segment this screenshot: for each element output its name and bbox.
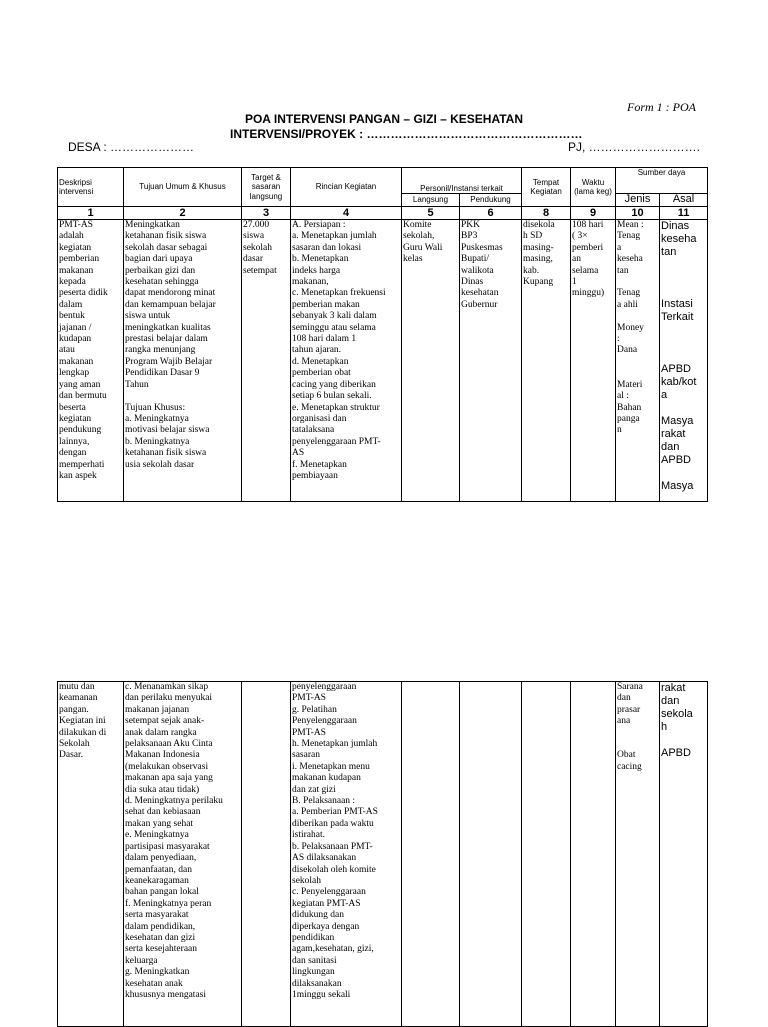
text-line: sekolah bbox=[292, 875, 322, 886]
text-line: a ahli bbox=[617, 299, 638, 310]
text-line: Mean : bbox=[617, 220, 644, 230]
text-line bbox=[125, 391, 240, 402]
text-line: keseha bbox=[617, 254, 643, 265]
text-line: Tujuan Khusus: bbox=[125, 402, 186, 413]
text-line: keseha bbox=[661, 233, 697, 245]
text-line: Meningkatkan bbox=[125, 220, 180, 230]
text-line: keluarga bbox=[125, 955, 158, 966]
text-line: ketahanan fisik siswa bbox=[125, 231, 207, 242]
text-line: meningkatkan kualitas bbox=[125, 322, 211, 333]
header-asal: Asal bbox=[660, 194, 708, 207]
text-line: pendidikan bbox=[292, 932, 335, 943]
text-line: pemberian obat bbox=[292, 368, 351, 379]
text-line: peserta didik bbox=[59, 288, 108, 299]
text-line: setempat sejak anak- bbox=[125, 716, 205, 727]
text-line: Obat bbox=[617, 750, 636, 761]
text-line: yang aman bbox=[59, 379, 101, 390]
text-line: b. Menetapkan bbox=[292, 254, 349, 265]
text-line: rakat bbox=[661, 428, 686, 440]
text-line: serta kesejahteraan bbox=[125, 944, 197, 955]
text-line: indeks harga bbox=[292, 265, 341, 276]
text-line: dalam penyediaan, bbox=[125, 853, 197, 864]
text-line: d. Menetapkan bbox=[292, 356, 349, 367]
text-line: PMT-AS bbox=[292, 727, 326, 738]
text-line: al : bbox=[617, 391, 629, 402]
text-line bbox=[661, 259, 706, 272]
col-number-5: 5 bbox=[402, 207, 460, 220]
text-line: a. Menetapkan jumlah bbox=[292, 231, 377, 242]
text-line: Instasi bbox=[661, 298, 693, 310]
text-line: pendukung bbox=[59, 425, 102, 436]
cell-tempat-cont bbox=[522, 682, 571, 1027]
text-line: cacing yang diberikan bbox=[292, 379, 376, 390]
text-line: atau bbox=[59, 345, 75, 356]
text-line: tan bbox=[617, 265, 629, 276]
desa-field: DESA : ………………… bbox=[68, 140, 195, 154]
text-line: tatalaksana bbox=[292, 425, 335, 436]
text-line: kesehatan anak bbox=[125, 978, 183, 989]
text-line: tan bbox=[661, 246, 677, 258]
header-deskripsi: Deskripsi intervensi bbox=[58, 168, 124, 207]
text-line: masing- bbox=[523, 242, 554, 253]
text-line: 27.000 bbox=[243, 220, 270, 230]
col-number-10: 10 bbox=[616, 207, 660, 220]
text-line: Materi bbox=[617, 379, 643, 390]
text-line: disekola bbox=[523, 220, 555, 230]
text-line: Tenag bbox=[617, 288, 641, 299]
text-line: d. Meningkatnya perilaku bbox=[125, 796, 223, 807]
text-line: kegiatan PMT-AS bbox=[292, 898, 361, 909]
text-line: dalam pendidikan, bbox=[125, 921, 196, 932]
text-line: a. Meningkatnya bbox=[125, 413, 189, 424]
text-line: rakat bbox=[661, 682, 686, 694]
text-line: ( 3× bbox=[572, 231, 588, 242]
text-line: e. Meningkatnya bbox=[125, 830, 189, 841]
text-line: dan bermutu bbox=[59, 391, 107, 402]
text-line: rangka menunjang bbox=[125, 345, 196, 356]
text-line: 1minggu sekali bbox=[292, 989, 351, 1000]
text-line: makanan apa saja yang bbox=[125, 773, 213, 784]
cell-deskripsi bbox=[58, 220, 124, 502]
text-line: organisasi dan bbox=[292, 413, 347, 424]
text-line: Dasar. bbox=[59, 750, 84, 761]
text-line: kan aspek bbox=[59, 470, 97, 481]
text-line: dilakukan di bbox=[59, 727, 107, 738]
poa-table-page1 bbox=[57, 167, 708, 502]
text-line: sekolah bbox=[243, 242, 273, 253]
text-line bbox=[617, 277, 658, 288]
text-line: Makanan Indonesia bbox=[125, 750, 200, 761]
text-line: Bahan bbox=[617, 402, 642, 413]
text-line: adalah bbox=[59, 231, 84, 242]
text-line: dilaksanakan bbox=[292, 978, 342, 989]
text-line: dan perilaku menyukai bbox=[125, 693, 213, 704]
text-line: diperkaya dengan bbox=[292, 921, 360, 932]
cell-tempat bbox=[522, 220, 571, 502]
text-line: Dinas bbox=[461, 277, 484, 288]
text-line bbox=[661, 285, 706, 298]
text-line bbox=[617, 728, 658, 739]
text-line: makanan jajanan bbox=[125, 704, 190, 715]
text-line: lengkap bbox=[59, 368, 90, 379]
text-line: pemberi bbox=[572, 242, 604, 253]
cell-jenis-cont bbox=[616, 682, 660, 1027]
text-line: Tenag bbox=[617, 231, 641, 242]
text-line: g. Pelatihan bbox=[292, 704, 337, 715]
text-line: kudapan bbox=[59, 334, 92, 345]
text-line: siswa untuk bbox=[125, 311, 171, 322]
header-tujuan: Tujuan Umum & Khusus bbox=[124, 168, 242, 207]
text-line bbox=[617, 739, 658, 750]
cell-deskripsi-cont bbox=[58, 682, 124, 1027]
text-line: PMT-AS bbox=[292, 693, 326, 704]
text-line: lingkungan bbox=[292, 967, 335, 978]
text-line: PKK bbox=[461, 220, 481, 230]
text-line: mutu dan bbox=[59, 682, 95, 692]
header-target: Target & sasaran langsung bbox=[242, 168, 291, 207]
text-line: kesehatan sehingga bbox=[125, 277, 199, 288]
cell-target-cont bbox=[242, 682, 291, 1027]
text-line: ana bbox=[617, 716, 631, 727]
text-line: dan zat gizi bbox=[292, 784, 336, 795]
text-line: beserta bbox=[59, 402, 86, 413]
text-line: c. Penyelenggaraan bbox=[292, 887, 366, 898]
col-number-6: 6 bbox=[460, 207, 522, 220]
text-line: setiap 6 bulan sekali. bbox=[292, 391, 372, 402]
text-line: kelas bbox=[403, 254, 423, 265]
text-line: b. Meningkatnya bbox=[125, 436, 190, 447]
text-line: dan bbox=[661, 441, 680, 453]
text-line: prestasi belajar dalam bbox=[125, 334, 208, 345]
text-line: pemberian bbox=[59, 254, 100, 265]
col-number-2: 2 bbox=[124, 207, 242, 220]
text-line: penyelenggaraan PMT- bbox=[292, 436, 381, 447]
cell-target bbox=[242, 220, 291, 502]
text-line: n bbox=[617, 425, 622, 436]
text-line: b. Pelaksanaan PMT- bbox=[292, 841, 373, 852]
text-line: prasar bbox=[617, 704, 641, 715]
text-line: APBD bbox=[661, 363, 691, 375]
cell-tujuan-cont bbox=[124, 682, 242, 1027]
text-line: kesehatan dan gizi bbox=[125, 932, 196, 943]
header-langsung: Langsung bbox=[402, 194, 460, 207]
text-line: bagian dari upaya bbox=[125, 254, 193, 265]
text-line: ketahanan fisik siswa bbox=[125, 448, 207, 459]
cell-rincian bbox=[291, 220, 402, 502]
text-line: kesehatan bbox=[461, 288, 499, 299]
text-line bbox=[661, 467, 706, 480]
text-line: perbaikan gizi dan bbox=[125, 265, 196, 276]
cell-rincian-cont bbox=[291, 682, 402, 1027]
text-line: AS bbox=[292, 448, 305, 459]
text-line: Masya bbox=[661, 480, 694, 492]
pj-field: PJ, ………………………. bbox=[568, 140, 701, 154]
text-line: pemberian makan bbox=[292, 299, 360, 310]
text-line: anak dalam rangka bbox=[125, 727, 197, 738]
text-line: motivasi belajar siswa bbox=[125, 425, 210, 436]
text-line: istirahat. bbox=[292, 830, 325, 841]
text-line: Bupati/ bbox=[461, 254, 489, 265]
text-line: 1 bbox=[572, 277, 577, 288]
text-line: serta masyarakat bbox=[125, 910, 189, 921]
text-line: dan sanitasi bbox=[292, 955, 337, 966]
text-line: makanan, bbox=[292, 277, 329, 288]
text-line: a bbox=[617, 242, 622, 253]
col-number-4: 4 bbox=[291, 207, 402, 220]
header-rincian: Rincian Kegiatan bbox=[291, 168, 402, 207]
text-line: a bbox=[661, 389, 668, 401]
text-line bbox=[617, 311, 658, 322]
text-line: partisipasi masyarakat bbox=[125, 841, 210, 852]
text-line: Kegiatan ini bbox=[59, 716, 106, 727]
project-title: INTERVENSI/PROYEK : ……………………………………………… bbox=[230, 127, 583, 141]
text-line: bentuk bbox=[59, 311, 85, 322]
text-line: Sarana bbox=[617, 682, 643, 692]
text-line: pemanfaatan, dan bbox=[125, 864, 192, 875]
header-tempat: Tempat Kegiatan bbox=[522, 168, 571, 207]
text-line: memperhati bbox=[59, 459, 105, 470]
text-line: dan kemampuan belajar bbox=[125, 299, 216, 310]
text-line: Masya bbox=[661, 415, 694, 427]
text-line: dasar bbox=[243, 254, 264, 265]
text-line: a. Pemberian PMT-AS bbox=[292, 807, 378, 818]
cell-waktu bbox=[571, 220, 616, 502]
text-line: 108 hari dalam 1 bbox=[292, 334, 357, 345]
col-number-11: 11 bbox=[660, 207, 708, 220]
text-line bbox=[661, 402, 706, 415]
text-line: setempat bbox=[243, 265, 277, 276]
text-line: sekola bbox=[661, 708, 693, 720]
text-line: pembiayaan bbox=[292, 470, 338, 481]
text-line: 108 hari bbox=[572, 220, 604, 230]
text-line: dan bbox=[617, 693, 631, 704]
text-line: f. Meningkatnya peran bbox=[125, 898, 212, 909]
header-waktu: Waktu (lama keg) bbox=[571, 168, 616, 207]
text-line bbox=[617, 368, 658, 379]
text-line bbox=[617, 357, 658, 368]
text-line: makanan kudapan bbox=[292, 773, 361, 784]
poa-table-page2 bbox=[57, 681, 708, 1027]
text-line: dengan bbox=[59, 448, 87, 459]
text-line: Money bbox=[617, 322, 644, 333]
text-line: dan bbox=[661, 695, 680, 707]
text-line: dalam bbox=[59, 299, 83, 310]
text-line: A. Persiapan : bbox=[292, 220, 346, 230]
text-line: Kupang bbox=[523, 277, 554, 288]
cell-langsung bbox=[402, 220, 460, 502]
cell-pendukung-cont bbox=[460, 682, 522, 1027]
text-line: usia sekolah dasar bbox=[125, 459, 195, 470]
col-number-8: 8 bbox=[522, 207, 571, 220]
text-line: makan yang sehat bbox=[125, 818, 194, 829]
text-line: selama bbox=[572, 265, 599, 276]
cell-tujuan bbox=[124, 220, 242, 502]
text-line: an bbox=[572, 254, 581, 265]
text-line: Dana bbox=[617, 345, 638, 356]
text-line: sekolah dasar sebagai bbox=[125, 242, 208, 253]
text-line: penyelenggaraan bbox=[292, 682, 357, 692]
text-line: masing, bbox=[523, 254, 553, 265]
col-number-3: 3 bbox=[242, 207, 291, 220]
cell-waktu-cont bbox=[571, 682, 616, 1027]
text-line: walikota bbox=[461, 265, 494, 276]
text-line: dia suka atau tidak) bbox=[125, 784, 200, 795]
col-number-9: 9 bbox=[571, 207, 616, 220]
text-line: c. Menanamkan sikap bbox=[125, 682, 209, 692]
cell-jenis bbox=[616, 220, 660, 502]
header-sumber: Sumber daya bbox=[616, 168, 708, 194]
header-pendukung: Pendukung bbox=[460, 194, 522, 207]
text-line: h bbox=[661, 721, 668, 733]
text-line: panga bbox=[617, 413, 640, 424]
text-line: diberikan pada waktu bbox=[292, 818, 374, 829]
text-line: kepada bbox=[59, 277, 86, 288]
text-line: APBD bbox=[661, 747, 691, 759]
text-line: : bbox=[617, 334, 620, 345]
text-line bbox=[661, 337, 706, 350]
text-line: (melakukan observasi bbox=[125, 761, 209, 772]
header-jenis: Jenis bbox=[616, 194, 660, 207]
document-title: POA INTERVENSI PANGAN – GIZI – KESEHATAN bbox=[244, 112, 524, 126]
text-line: AS dilaksanakan bbox=[292, 853, 357, 864]
text-line: Dinas bbox=[661, 220, 690, 232]
text-line: BP3 bbox=[461, 231, 478, 242]
text-line bbox=[661, 734, 706, 747]
text-line: PMT-AS bbox=[59, 220, 93, 230]
text-line: jajanan / bbox=[59, 322, 92, 333]
text-line: sasaran dan lokasi bbox=[292, 242, 362, 253]
text-line: Pendidikan Dasar 9 bbox=[125, 368, 200, 379]
text-line bbox=[661, 324, 706, 337]
text-line: e. Menetapkan struktur bbox=[292, 402, 380, 413]
text-line: didukung dan bbox=[292, 910, 344, 921]
form-label: Form 1 : POA bbox=[627, 100, 696, 114]
text-line: Program Wajib Belajar bbox=[125, 356, 213, 367]
cell-asal bbox=[660, 220, 708, 502]
text-line: sebanyak 3 kali dalam bbox=[292, 311, 377, 322]
text-line: kegiatan bbox=[59, 413, 92, 424]
text-line: seminggu atau selama bbox=[292, 322, 376, 333]
text-line: kegiatan bbox=[59, 242, 92, 253]
text-line: Gubernur bbox=[461, 299, 498, 310]
text-line: APBD bbox=[661, 454, 691, 466]
text-line: minggu) bbox=[572, 288, 605, 299]
text-line: siswa bbox=[243, 231, 265, 242]
text-line: Tahun bbox=[125, 379, 149, 390]
text-line bbox=[661, 350, 706, 363]
text-line: f. Menetapkan bbox=[292, 459, 347, 470]
header-personil: Personil/Instansi terkait bbox=[402, 168, 522, 194]
text-line: i. Menetapkan menu bbox=[292, 761, 370, 772]
text-line: agam,kesehatan, gizi, bbox=[292, 944, 374, 955]
text-line: khususnya mengatasi bbox=[125, 989, 207, 1000]
text-line: tahun ajaran. bbox=[292, 345, 342, 356]
text-line: Komite bbox=[403, 220, 432, 230]
text-line: keanekaragaman bbox=[125, 875, 189, 886]
cell-asal-cont bbox=[660, 682, 708, 1027]
text-line: cacing bbox=[617, 761, 642, 772]
text-line: dapat mendorong minat bbox=[125, 288, 216, 299]
text-line: makanan bbox=[59, 265, 94, 276]
col-number-1: 1 bbox=[58, 207, 124, 220]
text-line: sasaran bbox=[292, 750, 320, 761]
text-line: Terkait bbox=[661, 311, 694, 323]
text-line bbox=[661, 272, 706, 285]
text-line: Guru Wali bbox=[403, 242, 443, 253]
text-line: bahan pangan lokal bbox=[125, 887, 199, 898]
text-line: Puskesmas bbox=[461, 242, 503, 253]
cell-pendukung bbox=[460, 220, 522, 502]
text-line: pangan. bbox=[59, 704, 89, 715]
text-line: kab/kot bbox=[661, 376, 697, 388]
text-line: kab. bbox=[523, 265, 540, 276]
text-line: h. Menetapkan jumlah bbox=[292, 739, 378, 750]
text-line: sehat dan kebiasaan bbox=[125, 807, 201, 818]
text-line: h SD bbox=[523, 231, 543, 242]
text-line: g. Meningkatkan bbox=[125, 967, 190, 978]
text-line: pelaksanaan Aku Cinta bbox=[125, 739, 213, 750]
text-line: B. Pelaksanaan : bbox=[292, 796, 356, 807]
text-line: sekolah, bbox=[403, 231, 435, 242]
text-line: lainnya, bbox=[59, 436, 90, 447]
text-line: disekolah oleh komite bbox=[292, 864, 376, 875]
text-line: c. Menetapkan frekuensi bbox=[292, 288, 386, 299]
text-line: Sekolah bbox=[59, 739, 90, 750]
cell-langsung-cont bbox=[402, 682, 460, 1027]
text-line: keamanan bbox=[59, 693, 98, 704]
text-line: makanan bbox=[59, 356, 94, 367]
text-line: Penyelenggaraan bbox=[292, 716, 357, 727]
